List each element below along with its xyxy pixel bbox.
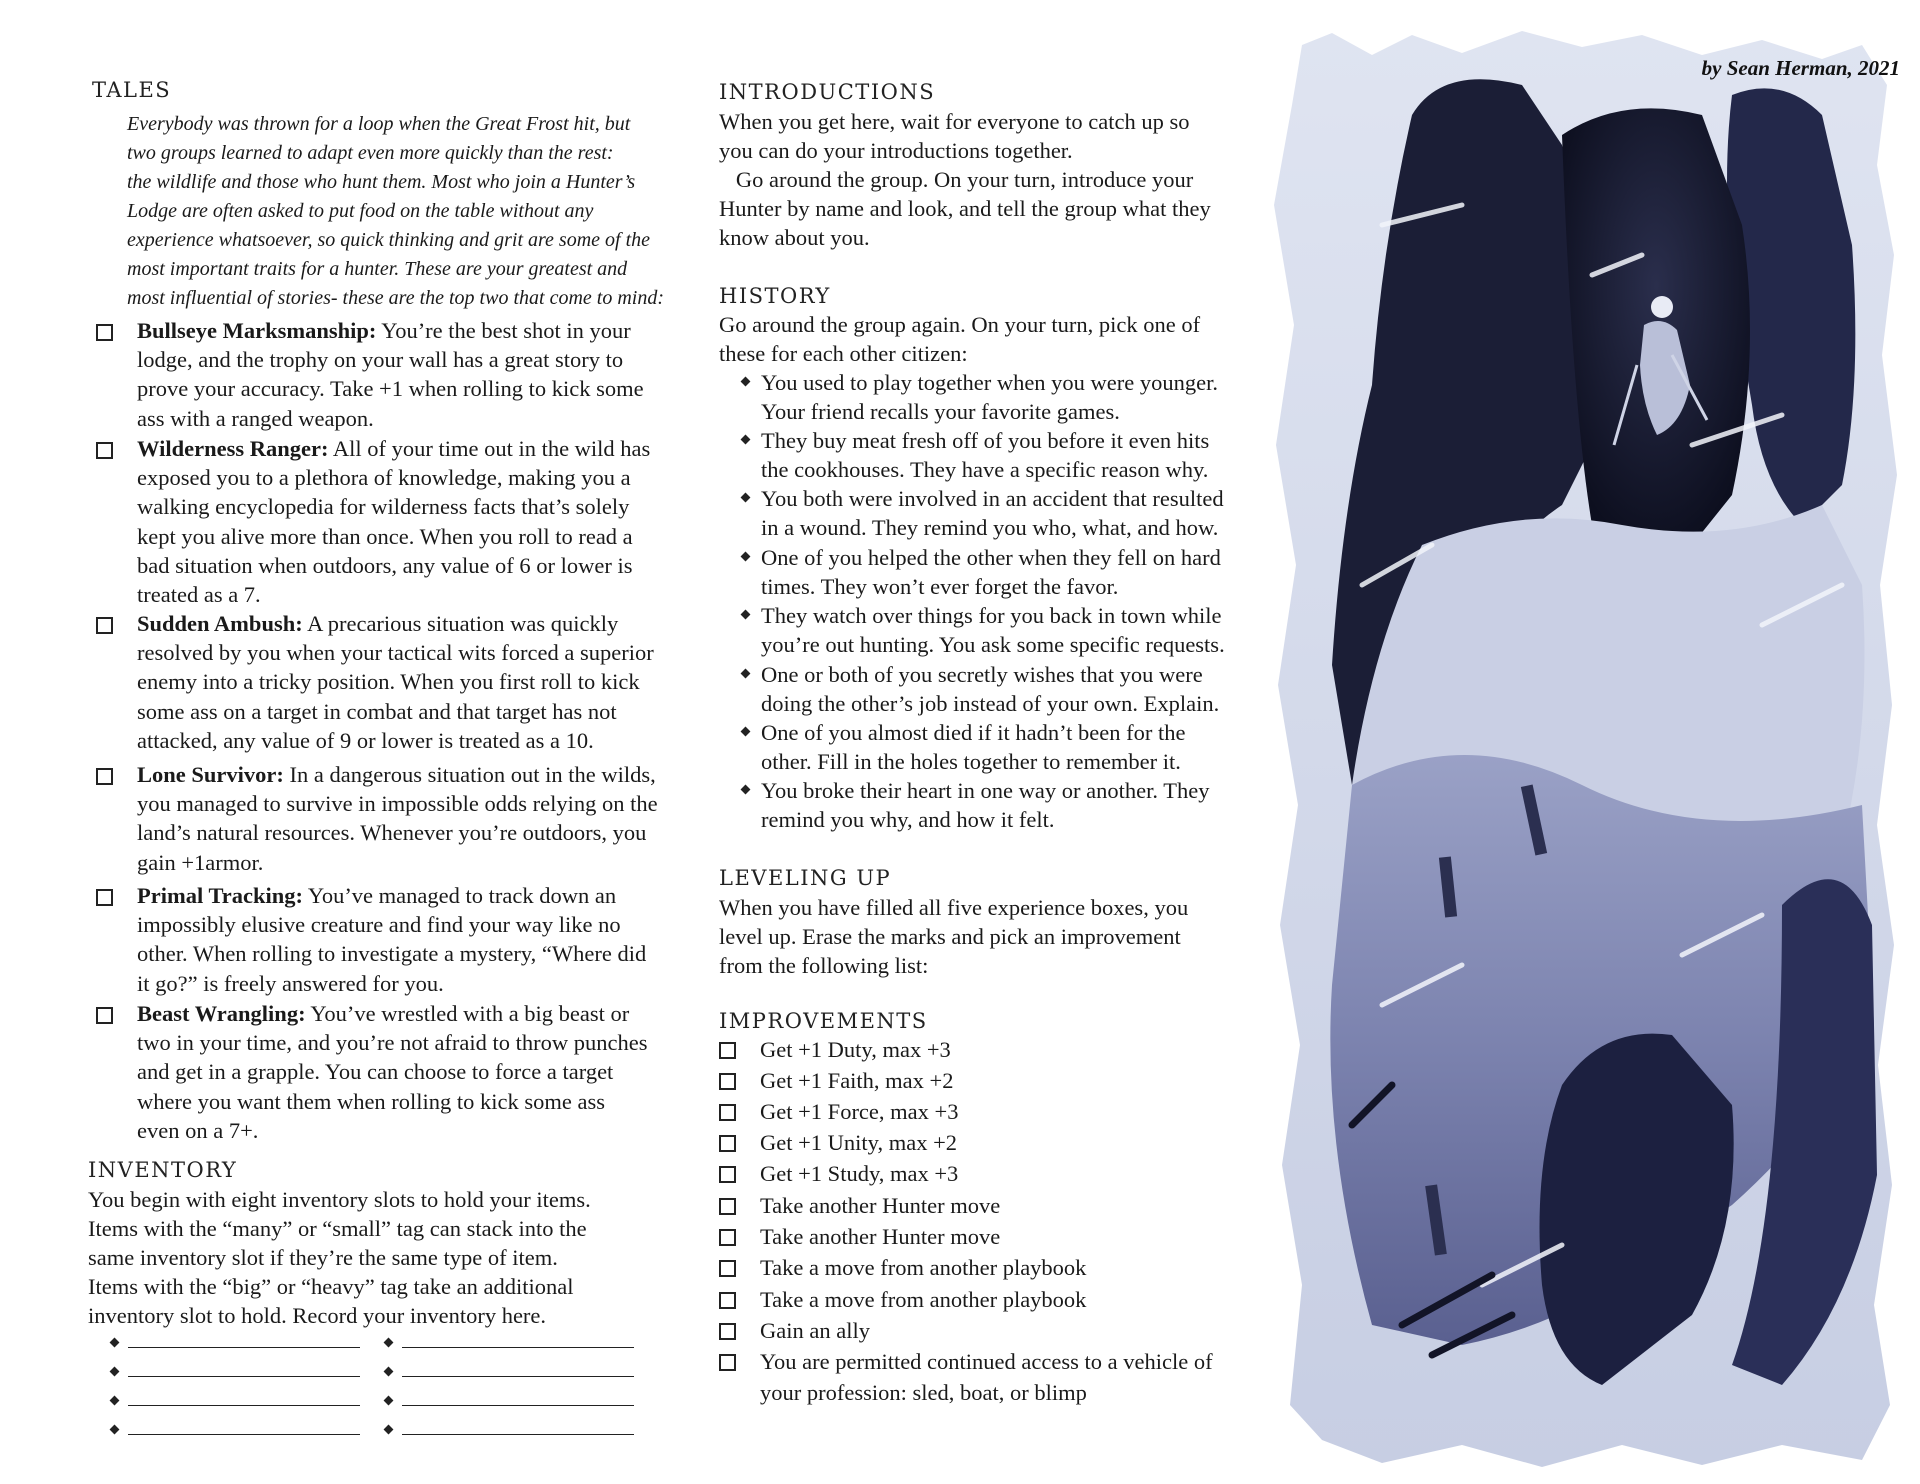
tale-primal-tracking bbox=[137, 881, 646, 998]
inventory-line: Items with the “big” or “heavy” tag take an additional bbox=[88, 1274, 574, 1299]
history-option-line: times. They won’t ever forget the favor. bbox=[761, 574, 1119, 599]
history-heading: HISTORY bbox=[719, 284, 831, 308]
tale-text: treated as a 7. bbox=[137, 582, 261, 608]
history-option bbox=[761, 484, 1224, 542]
improvement-checkbox[interactable] bbox=[719, 1229, 736, 1246]
inventory-slot-line[interactable] bbox=[402, 1376, 634, 1377]
history-option-line: doing the other’s job instead of your own. Explain. bbox=[761, 691, 1220, 716]
tale-text: resolved by you when your tactical wits forced a superior bbox=[137, 640, 654, 666]
tale-text: gain +1armor. bbox=[137, 849, 264, 875]
tale-text: where you want them when rolling to kick some ass bbox=[137, 1088, 606, 1114]
tales-intro-line: most influential of stories- these are the top two that come to mind: bbox=[127, 287, 664, 309]
tale-wilderness-ranger bbox=[137, 434, 650, 609]
inventory-slot-line[interactable] bbox=[402, 1347, 634, 1348]
diamond-bullet-icon bbox=[741, 727, 751, 737]
hunter-illustration bbox=[1262, 25, 1902, 1475]
tale-text: kept you alive more than once. When you roll to read a bbox=[137, 523, 633, 549]
history-option-line: You broke their heart in one way or another. They bbox=[761, 778, 1210, 803]
tale-checkbox-wrangling[interactable] bbox=[96, 1007, 113, 1024]
history-option bbox=[761, 660, 1219, 718]
tale-text: two in your time, and you’re not afraid to throw punches bbox=[137, 1030, 648, 1056]
tale-title: Beast Wrangling: bbox=[137, 1001, 306, 1026]
improvement-label: Get +1 Duty, max +3 bbox=[760, 1037, 951, 1062]
tales-intro-line: experience whatsoever, so quick thinking and grit are some of the bbox=[127, 229, 651, 251]
tale-title: Lone Survivor: bbox=[137, 762, 284, 787]
tale-checkbox-ambush[interactable] bbox=[96, 617, 113, 634]
inventory-slot-line[interactable] bbox=[128, 1434, 360, 1435]
history-text bbox=[719, 310, 1200, 368]
diamond-bullet-icon bbox=[110, 1425, 120, 1435]
diamond-bullet-icon bbox=[384, 1338, 394, 1348]
improvement-label: Take another Hunter move bbox=[760, 1224, 1001, 1249]
improvement-label: Take a move from another playbook bbox=[760, 1255, 1087, 1280]
tale-text: You’ve managed to track down an bbox=[303, 883, 617, 908]
tale-text: it go?” is freely answered for you. bbox=[137, 970, 444, 996]
improvement-label: Get +1 Faith, max +2 bbox=[760, 1068, 954, 1093]
improvement-checkbox[interactable] bbox=[719, 1354, 736, 1371]
history-option bbox=[761, 776, 1209, 834]
improvement-label bbox=[760, 1346, 1213, 1408]
leveling-line: level up. Erase the marks and pick an improvement bbox=[719, 924, 1181, 949]
tale-text: impossibly elusive creature and find your way like no bbox=[137, 912, 621, 938]
improvement-label: Gain an ally bbox=[760, 1318, 870, 1343]
leveling-line: from the following list: bbox=[719, 953, 929, 978]
introductions-line: Hunter by name and look, and tell the group what they bbox=[719, 196, 1211, 221]
introductions-heading: INTRODUCTIONS bbox=[719, 80, 936, 104]
inventory-line: Items with the “many” or “small” tag can stack into the bbox=[88, 1216, 587, 1241]
improvement-checkbox[interactable] bbox=[719, 1198, 736, 1215]
introductions-line: you can do your introductions together. bbox=[719, 138, 1073, 163]
inventory-line: You begin with eight inventory slots to hold your items. bbox=[88, 1187, 591, 1212]
tales-intro-line: two groups learned to adapt even more quickly than the rest: bbox=[127, 142, 614, 164]
leveling-line: When you have filled all five experience boxes, you bbox=[719, 895, 1189, 920]
history-option bbox=[761, 543, 1221, 601]
improvement-checkbox[interactable] bbox=[719, 1135, 736, 1152]
tale-text: even on a 7+. bbox=[137, 1117, 259, 1143]
diamond-bullet-icon bbox=[741, 493, 751, 503]
improvement-checkbox[interactable] bbox=[719, 1042, 736, 1059]
tale-title: Sudden Ambush: bbox=[137, 611, 303, 636]
history-line: these for each other citizen: bbox=[719, 341, 968, 366]
inventory-line: same inventory slot if they’re the same type of item. bbox=[88, 1245, 558, 1270]
tale-text: land’s natural resources. Whenever you’re outdoors, you bbox=[137, 820, 647, 846]
tale-text: You’re the best shot in your bbox=[376, 318, 631, 343]
byline: by Sean Herman, 2021 bbox=[1701, 56, 1900, 80]
tale-text: enemy into a tricky position. When you first roll to kick bbox=[137, 669, 640, 695]
diamond-bullet-icon bbox=[741, 669, 751, 679]
tales-intro-line: the wildlife and those who hunt them. Most who join a Hunter’s bbox=[127, 171, 636, 193]
history-option-line: One of you almost died if it hadn’t been for the bbox=[761, 720, 1186, 745]
diamond-bullet-icon bbox=[110, 1338, 120, 1348]
history-line: Go around the group again. On your turn, pick one of bbox=[719, 312, 1201, 337]
inventory-heading: INVENTORY bbox=[88, 1158, 238, 1182]
tale-title: Wilderness Ranger: bbox=[137, 436, 329, 461]
tale-text: you managed to survive in impossible odds relying on the bbox=[137, 791, 658, 817]
history-option-line: They buy meat fresh off of you before it even hits bbox=[761, 428, 1210, 453]
tale-title: Bullseye Marksmanship: bbox=[137, 318, 377, 343]
inventory-slot-line[interactable] bbox=[402, 1434, 634, 1435]
history-option bbox=[761, 601, 1225, 659]
improvement-checkbox[interactable] bbox=[719, 1292, 736, 1309]
history-option-line: You both were involved in an accident that resulted bbox=[761, 486, 1224, 511]
improvement-checkbox[interactable] bbox=[719, 1260, 736, 1277]
inventory-slot-line[interactable] bbox=[128, 1376, 360, 1377]
tales-intro-line: Lodge are often asked to put food on the table without any bbox=[127, 200, 594, 222]
tale-checkbox-wilderness[interactable] bbox=[96, 442, 113, 459]
diamond-bullet-icon bbox=[384, 1396, 394, 1406]
history-option-line: One of you helped the other when they fell on hard bbox=[761, 545, 1221, 570]
history-option-line: the cookhouses. They have a specific reason why. bbox=[761, 457, 1209, 482]
history-option-line: remind you why, and how it felt. bbox=[761, 807, 1055, 832]
tale-text: attacked, any value of 9 or lower is treated as a 10. bbox=[137, 727, 594, 753]
improvement-checkbox[interactable] bbox=[719, 1166, 736, 1183]
history-option bbox=[761, 718, 1185, 776]
introductions-line: When you get here, wait for everyone to catch up so bbox=[719, 109, 1190, 134]
tale-text: prove your accuracy. Take +1 when rolling to kick some bbox=[137, 376, 644, 402]
introductions-line: know about you. bbox=[719, 225, 870, 250]
tale-lone-survivor bbox=[137, 760, 658, 877]
history-option-line: They watch over things for you back in town while bbox=[761, 603, 1222, 628]
inventory-text bbox=[88, 1185, 591, 1330]
tales-intro-line: most important traits for a hunter. These are your greatest and bbox=[127, 258, 628, 280]
inventory-slot-line[interactable] bbox=[128, 1347, 360, 1348]
history-option-line: One or both of you secretly wishes that you were bbox=[761, 662, 1203, 687]
improvements-heading: IMPROVEMENTS bbox=[719, 1009, 928, 1033]
inventory-line: inventory slot to hold. Record your inventory here. bbox=[88, 1303, 547, 1328]
improvement-label: Take a move from another playbook bbox=[760, 1287, 1087, 1312]
tale-checkbox-tracking[interactable] bbox=[96, 889, 113, 906]
diamond-bullet-icon bbox=[384, 1425, 394, 1435]
tales-intro-line: Everybody was thrown for a loop when the Great Frost hit, but bbox=[127, 113, 631, 135]
diamond-bullet-icon bbox=[110, 1396, 120, 1406]
improvement-label: Take another Hunter move bbox=[760, 1193, 1001, 1218]
improvement-checkbox[interactable] bbox=[719, 1323, 736, 1340]
tale-checkbox-survivor[interactable] bbox=[96, 768, 113, 785]
history-option-line: you’re out hunting. You ask some specific requests. bbox=[761, 632, 1225, 657]
history-option-line: other. Fill in the holes together to remember it. bbox=[761, 749, 1181, 774]
improvement-label: Get +1 Force, max +3 bbox=[760, 1099, 959, 1124]
improvement-checkbox[interactable] bbox=[719, 1104, 736, 1121]
tale-text: ass with a ranged weapon. bbox=[137, 405, 374, 431]
diamond-bullet-icon bbox=[741, 785, 751, 795]
tale-text: A precarious situation was quickly bbox=[302, 611, 619, 636]
tale-text: You’ve wrestled with a big beast or bbox=[305, 1001, 630, 1026]
tale-text: some ass on a target in combat and that target has not bbox=[137, 698, 617, 724]
tale-text: walking encyclopedia for wilderness facts that’s solely bbox=[137, 494, 630, 520]
inventory-slot-line[interactable] bbox=[402, 1405, 634, 1406]
history-option-line: You used to play together when you were younger. bbox=[761, 370, 1219, 395]
introductions-line: Go around the group. On your turn, introduce your bbox=[719, 167, 1194, 192]
tale-text: exposed you to a plethora of knowledge, making you a bbox=[137, 465, 631, 491]
diamond-bullet-icon bbox=[741, 610, 751, 620]
improvement-label-line: your profession: sled, boat, or blimp bbox=[760, 1380, 1087, 1405]
leveling-heading: LEVELING UP bbox=[719, 866, 892, 890]
tale-text: All of your time out in the wild has bbox=[328, 436, 651, 461]
history-option-line: Your friend recalls your favorite games. bbox=[761, 399, 1120, 424]
tale-text: lodge, and the trophy on your wall has a great story to bbox=[137, 347, 624, 373]
leveling-text bbox=[719, 893, 1188, 980]
improvement-label: Get +1 Study, max +3 bbox=[760, 1161, 959, 1186]
tale-checkbox-bullseye[interactable] bbox=[96, 324, 113, 341]
tale-text: bad situation when outdoors, any value of 6 or lower is bbox=[137, 552, 633, 578]
tale-beast-wrangling bbox=[137, 999, 648, 1145]
tale-text: In a dangerous situation out in the wilds, bbox=[283, 762, 656, 787]
tale-sudden-ambush bbox=[137, 609, 654, 755]
tale-text: and get in a grapple. You can choose to force a target bbox=[137, 1059, 614, 1085]
tale-text: other. When rolling to investigate a mystery, “Where did bbox=[137, 941, 647, 967]
history-option bbox=[761, 426, 1209, 484]
inventory-slot-line[interactable] bbox=[128, 1405, 360, 1406]
diamond-bullet-icon bbox=[384, 1367, 394, 1377]
diamond-bullet-icon bbox=[741, 377, 751, 387]
history-option bbox=[761, 368, 1218, 426]
tale-bullseye-marksmanship bbox=[137, 316, 644, 433]
improvement-label: Get +1 Unity, max +2 bbox=[760, 1130, 958, 1155]
introductions-text bbox=[719, 107, 1211, 252]
diamond-bullet-icon bbox=[110, 1367, 120, 1377]
improvement-label-line: You are permitted continued access to a vehicle of bbox=[760, 1349, 1213, 1374]
tale-title: Primal Tracking: bbox=[137, 883, 304, 908]
history-option-line: in a wound. They remind you who, what, and how. bbox=[761, 515, 1219, 540]
diamond-bullet-icon bbox=[741, 552, 751, 562]
improvement-checkbox[interactable] bbox=[719, 1073, 736, 1090]
diamond-bullet-icon bbox=[741, 435, 751, 445]
tales-heading: TALES bbox=[92, 78, 172, 102]
